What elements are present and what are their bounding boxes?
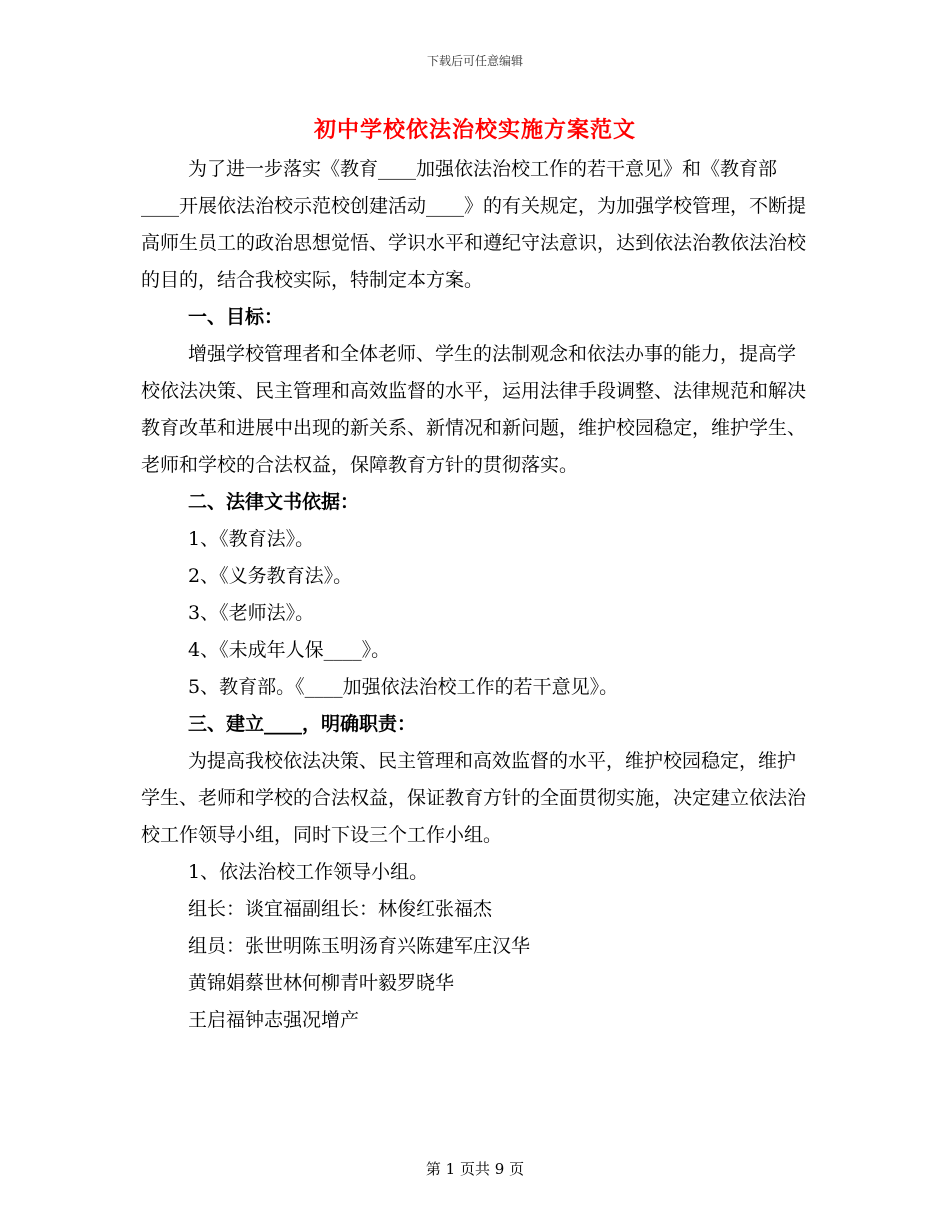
page-header: 下载后可任意编辑 [426, 54, 523, 68]
group-members-continued: 黄锦娟蔡世林何柳青叶毅罗晓华 [188, 972, 455, 994]
goals-paragraph: 增强学校管理者和全体老师、学生的法制观念和依法办事的能力，提高学校依法决策、民主管理和高效监督的水平，运用法律手段调整、法律规范和解决教育改革和进展中出现的新关系、新情况和新问题，维护校园稳定，维护学生、老师和学校的合法权益，保障教育方针的贯彻落实。 [141, 343, 807, 476]
legal-basis-item: 1、《教育法》。 [188, 528, 315, 550]
section-heading-responsibilities: 三、建立____，明确职责： [188, 713, 417, 735]
legal-basis-item: 5、教育部。《____加强依法治校工作的若干意见》。 [188, 676, 619, 698]
document-title: 初中学校依法治校实施方案范文 [313, 117, 636, 143]
section-heading-legal-basis: 二、法律文书依据： [188, 491, 360, 513]
page-footer: 第 1 页共 9 页 [425, 1160, 525, 1178]
group-members: 组员：张世明陈玉明汤育兴陈建军庄汉华 [188, 935, 531, 957]
legal-basis-item: 4、《未成年人保____》。 [188, 639, 391, 661]
legal-basis-item: 2、《义务教育法》。 [188, 565, 353, 587]
legal-basis-item: 3、《老师法》。 [188, 602, 315, 624]
group-leaders: 组长：谈宜福副组长：林俊红张福杰 [188, 898, 493, 920]
document-body [141, 151, 813, 1039]
group-members-continued: 王启福钟志强况增产 [188, 1009, 360, 1031]
section-heading-goals: 一、目标： [188, 306, 284, 328]
leadership-group-title: 1、依法治校工作领导小组。 [188, 861, 429, 883]
intro-paragraph: 为了进一步落实《教育____加强依法治校工作的若干意见》和《教育部____开展依法治校示范校创建活动____》的有关规定，为加强学校管理，不断提高师生员工的政治思想觉悟、学识水平和遵纪守法意识，达到依法治教依法治校的目的，结合我校实际，特制定本方案。 [141, 158, 807, 291]
responsibilities-paragraph: 为提高我校依法决策、民主管理和高效监督的水平，维护校园稳定，维护学生、老师和学校的合法权益，保证教育方针的全面贯彻实施，决定建立依法治校工作领导小组，同时下设三个工作小组。 [141, 750, 807, 846]
